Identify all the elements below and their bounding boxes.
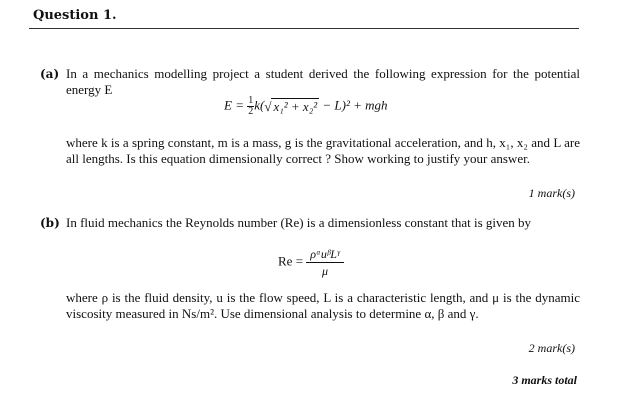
part-b <box>40 215 580 231</box>
total-marks: 3 marks total <box>512 373 577 387</box>
title-divider <box>29 28 579 29</box>
part-a-text: where k is a spring constant, m is a mass, g is the gravitational acceleration, and h, x₁, x₂ and L are all lengths. Is this equation dimensionally correct ? Show working to justify your answer. <box>66 135 580 166</box>
half-numerator: 1 <box>248 95 254 106</box>
reynolds-denominator: μ <box>321 264 328 278</box>
reynolds-numerator: ρᵅuᵝLᵞ <box>306 246 343 263</box>
part-a-intro: In a mechanics modelling project a student derived the following expression for the potential energy E <box>66 66 580 97</box>
sqrt-term: √ x₁² + x₂² <box>264 98 318 114</box>
question-title: Question 1. <box>33 8 117 23</box>
part-b-text-block <box>40 290 580 322</box>
part-a <box>40 66 580 98</box>
part-b-label: (b) <box>40 216 60 230</box>
part-b-intro: In fluid mechanics the Reynolds number (Re) is a dimensionless constant that is given by <box>66 215 532 230</box>
energy-equation-k: k( <box>254 97 265 113</box>
energy-equation-lhs: E = <box>224 97 244 113</box>
energy-equation-rest: − L)² + mgh <box>322 97 388 113</box>
reynolds-lhs: Re = <box>278 253 304 269</box>
sqrt-argument: x₁² + x₂² <box>273 98 318 114</box>
part-a-label: (a) <box>40 67 60 81</box>
part-b-text: where ρ is the fluid density, u is the flow speed, L is a characteristic length, and μ is the dynamic viscosity measured in Ns/m². Use dimensional analysis to determine α, β and γ. <box>66 290 580 321</box>
part-a-text-block <box>40 135 580 167</box>
energy-equation <box>224 96 388 117</box>
reynolds-equation <box>278 246 344 279</box>
part-a-marks: 1 mark(s) <box>528 186 575 200</box>
part-b-marks: 2 mark(s) <box>528 341 575 355</box>
half-denominator: 2 <box>248 106 254 117</box>
reynolds-fraction <box>306 246 343 279</box>
